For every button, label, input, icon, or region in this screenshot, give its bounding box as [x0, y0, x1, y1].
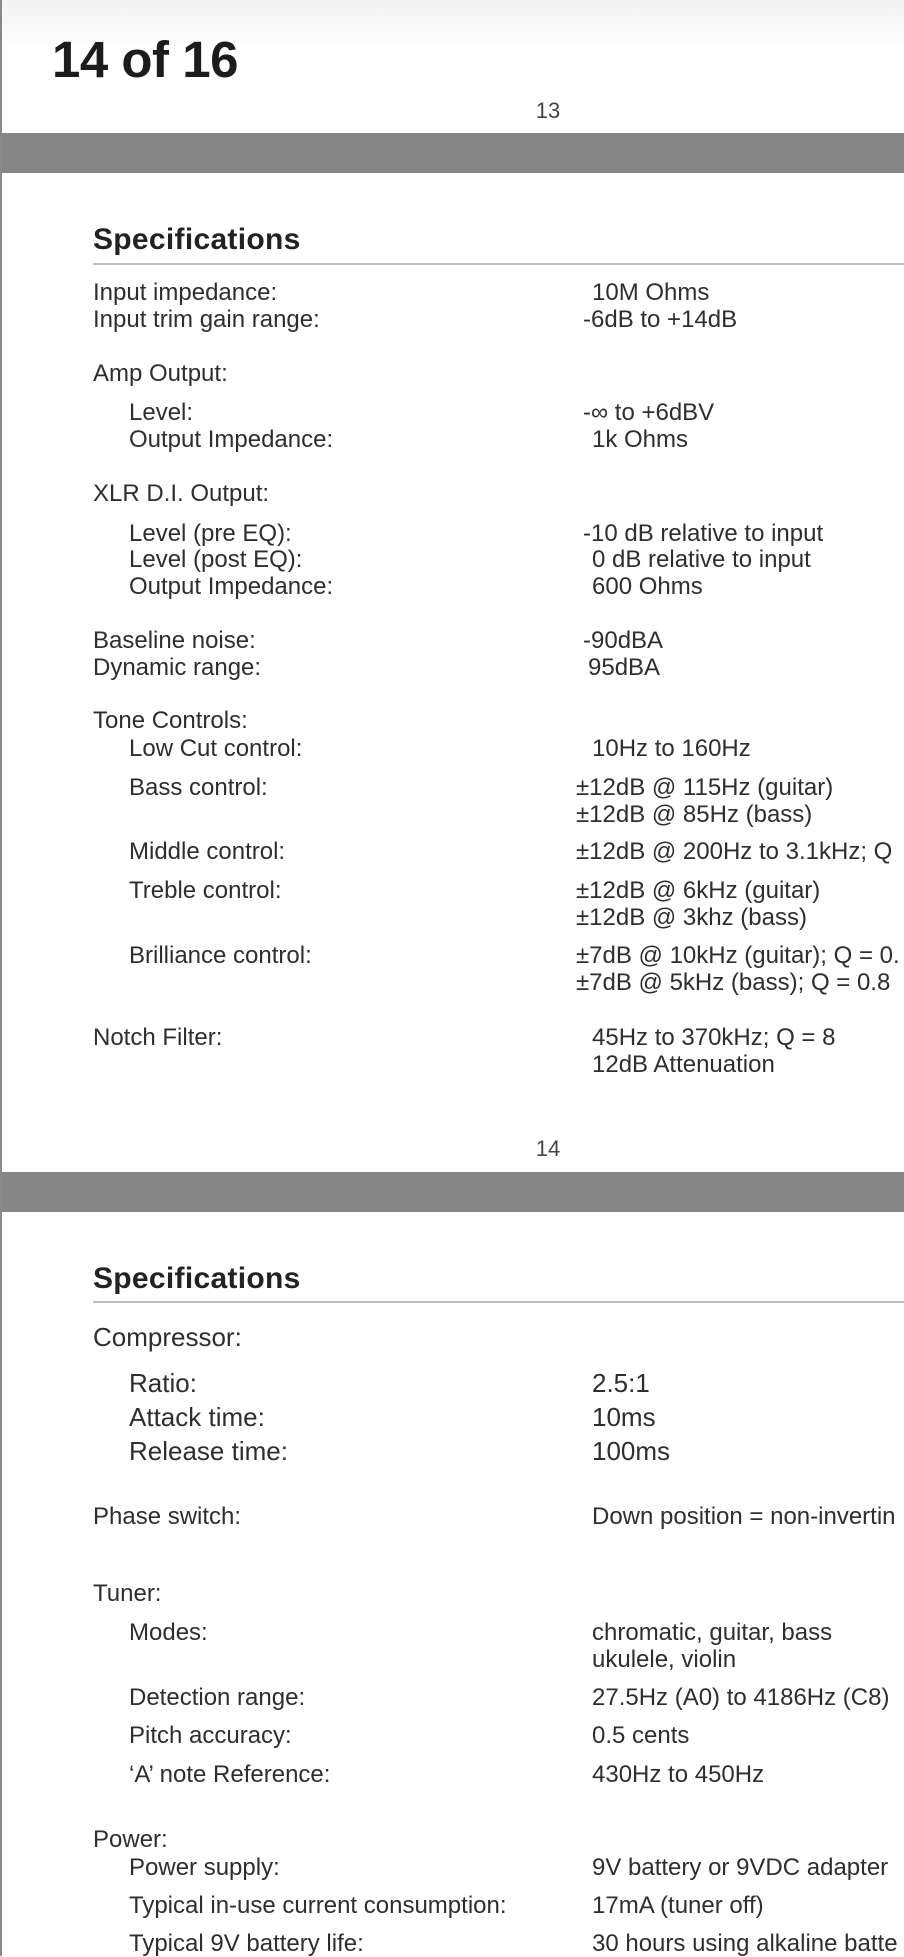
- page-left-edge: [0, 0, 2, 1956]
- spec-value: chromatic, guitar, bass: [592, 1619, 833, 1646]
- spec-label: Level (pre EQ):: [129, 520, 292, 547]
- spec-label: Baseline noise:: [93, 627, 256, 654]
- spec-value: -90dBA: [583, 627, 664, 654]
- spec-label: Modes:: [129, 1619, 208, 1646]
- spec-label: Low Cut control:: [129, 735, 303, 762]
- spec-label: Level (post EQ):: [129, 546, 303, 573]
- page-number: 14: [535, 1136, 561, 1161]
- spec-value: ukulele, violin: [592, 1646, 737, 1673]
- spec-value: 100ms: [592, 1436, 671, 1466]
- spec-group-label: Amp Output:: [93, 360, 228, 387]
- spec-label: Treble control:: [129, 877, 282, 904]
- spec-value: -10 dB relative to input: [583, 520, 824, 547]
- spec-value: 10ms: [592, 1402, 656, 1432]
- spec-value: 430Hz to 450Hz: [592, 1761, 765, 1788]
- spec-value: ±7dB @ 10kHz (guitar); Q = 0.: [576, 942, 900, 969]
- spec-value: -6dB to +14dB: [583, 306, 738, 333]
- spec-label: Notch Filter:: [93, 1024, 223, 1051]
- spec-value: ±7dB @ 5kHz (bass); Q = 0.8: [576, 969, 891, 996]
- spec-value: 0 dB relative to input: [592, 546, 811, 573]
- spec-value: 600 Ohms: [592, 573, 703, 600]
- spec-label: Power supply:: [129, 1854, 280, 1881]
- spec-group-label: XLR D.I. Output:: [93, 480, 270, 507]
- spec-value: 95dBA: [588, 654, 661, 681]
- spec-label: Output Impedance:: [129, 573, 334, 600]
- spec-value: 30 hours using alkaline batte: [592, 1930, 898, 1957]
- title-rule: [93, 263, 904, 265]
- spec-label: Middle control:: [129, 838, 286, 865]
- spec-value: ±12dB @ 3khz (bass): [576, 904, 807, 931]
- spec-label: ‘A’ note Reference:: [129, 1761, 331, 1788]
- spec-label: Detection range:: [129, 1684, 306, 1711]
- spec-label: Pitch accuracy:: [129, 1722, 292, 1749]
- spec-label: Typical in-use current consumption:: [129, 1892, 507, 1919]
- section-title: Specifications: [93, 1262, 301, 1295]
- spec-label: Dynamic range:: [93, 654, 262, 681]
- page-divider-bar: [2, 133, 904, 173]
- spec-label: Phase switch:: [93, 1503, 242, 1530]
- spec-label: Attack time:: [129, 1402, 265, 1432]
- spec-label: Typical 9V battery life:: [129, 1930, 364, 1957]
- spec-value: 1k Ohms: [592, 426, 689, 453]
- spec-value: 9V battery or 9VDC adapter: [592, 1854, 889, 1881]
- spec-value: 17mA (tuner off): [592, 1892, 764, 1919]
- title-rule: [93, 1301, 904, 1303]
- spec-label: Ratio:: [129, 1368, 197, 1398]
- spec-label: Brilliance control:: [129, 942, 312, 969]
- spec-label: Output Impedance:: [129, 426, 334, 453]
- spec-value: ±12dB @ 85Hz (bass): [576, 801, 813, 828]
- spec-label: Level:: [129, 399, 194, 426]
- spec-value: 27.5Hz (A0) to 4186Hz (C8): [592, 1684, 890, 1711]
- spec-value: Down position = non-invertin: [592, 1503, 896, 1530]
- spec-value: ±12dB @ 6kHz (guitar): [576, 877, 821, 904]
- spec-value: -∞ to +6dBV: [583, 399, 715, 426]
- spec-value: 10M Ohms: [592, 279, 710, 306]
- page-number: 13: [535, 98, 561, 123]
- page-divider-bar: [2, 1172, 904, 1212]
- spec-label: Input trim gain range:: [93, 306, 320, 333]
- spec-value: 0.5 cents: [592, 1722, 690, 1749]
- spec-value: 2.5:1: [592, 1368, 650, 1398]
- spec-value: 10Hz to 160Hz: [592, 735, 751, 762]
- spec-group-label: Tuner:: [93, 1580, 162, 1607]
- spec-value: 12dB Attenuation: [592, 1051, 775, 1078]
- section-title: Specifications: [93, 223, 301, 256]
- spec-label: Release time:: [129, 1436, 288, 1466]
- spec-group-label: Tone Controls:: [93, 707, 248, 734]
- spec-value: 45Hz to 370kHz; Q = 8: [592, 1024, 836, 1051]
- spec-group-label: Power:: [93, 1826, 168, 1853]
- spec-label: Bass control:: [129, 774, 268, 801]
- spec-value: ±12dB @ 200Hz to 3.1kHz; Q: [576, 838, 893, 865]
- page-counter: 14 of 16: [52, 31, 238, 88]
- spec-label: Input impedance:: [93, 279, 278, 306]
- spec-group-label: Compressor:: [93, 1322, 242, 1352]
- spec-value: ±12dB @ 115Hz (guitar): [576, 774, 834, 801]
